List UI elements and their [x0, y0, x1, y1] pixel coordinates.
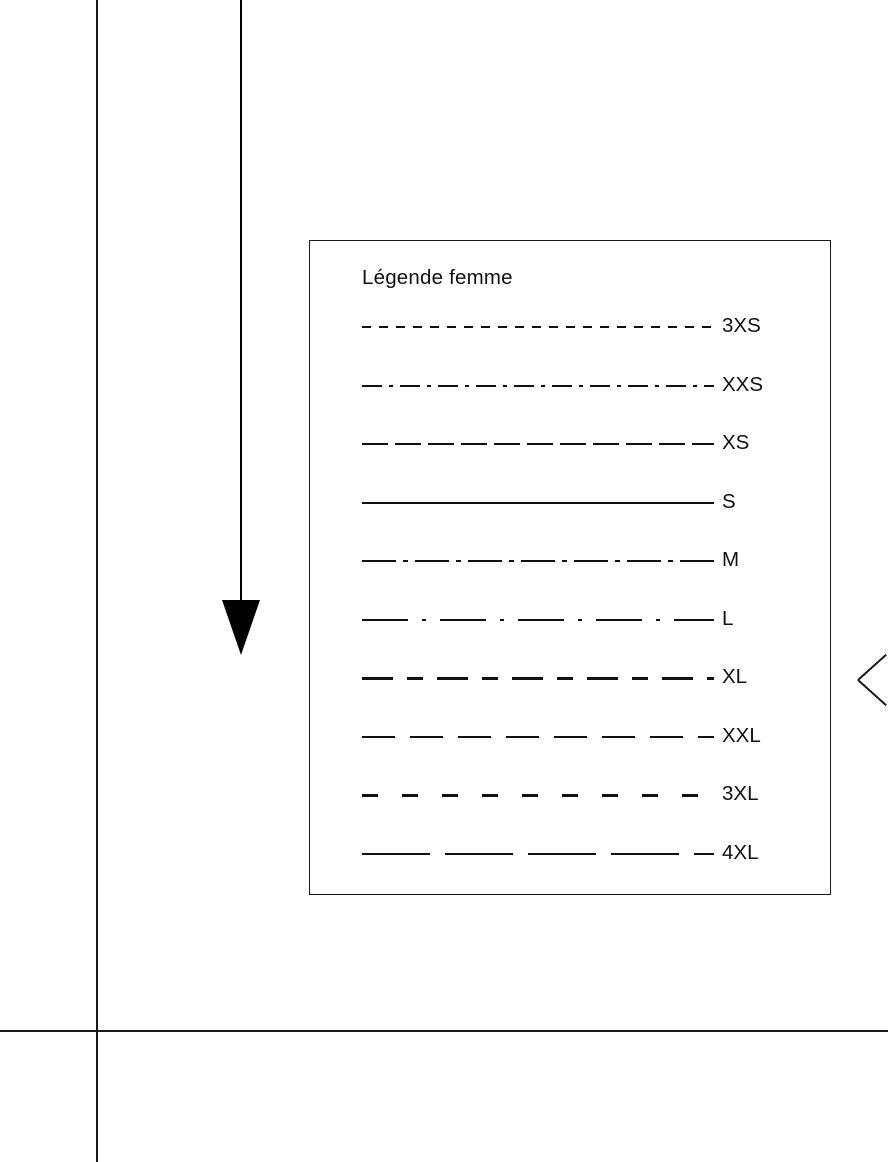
chevron-lower-stroke [857, 679, 887, 706]
legend-line-sample-s [362, 502, 714, 504]
legend-line-sample-m [362, 560, 714, 562]
legend-row [362, 598, 782, 657]
downward-arrow-icon [222, 0, 262, 660]
arrow-shaft [240, 0, 242, 605]
margin-rule-vertical [96, 0, 98, 1162]
legend-row [362, 422, 782, 481]
left-chevron-icon [858, 648, 888, 710]
legend-label-xs: XS [722, 431, 750, 454]
legend-label-m: M [722, 548, 740, 571]
legend-line-sample-xs [362, 443, 714, 445]
legend-label-s: S [722, 489, 736, 513]
legend-row [362, 305, 782, 364]
legend-row [362, 539, 782, 598]
legend-label-3xs: 3XS [722, 314, 761, 337]
legend-line-sample-3xl [362, 794, 714, 797]
legend-line-sample-4xl [362, 853, 714, 856]
legend-line-sample-xl [362, 677, 714, 680]
legend-label-xl: XL [722, 665, 748, 688]
legend-line-sample-3xs [362, 326, 714, 328]
legend-row [362, 364, 782, 423]
legend-panel [309, 240, 831, 895]
legend-line-sample-xxs [362, 385, 714, 387]
legend-row [362, 656, 782, 715]
arrow-head [222, 600, 260, 655]
legend-label-3xl: 3XL [722, 782, 759, 805]
legend-row [362, 481, 782, 540]
legend-row [362, 773, 782, 832]
legend-label-xxl: XXL [722, 723, 761, 747]
baseline-rule-horizontal [0, 1030, 888, 1032]
legend-label-4xl: 4XL [722, 840, 759, 864]
legend-label-l: L [722, 606, 734, 630]
legend-row [362, 832, 782, 891]
legend-line-sample-l [362, 619, 714, 621]
legend-label-xxs: XXS [722, 372, 764, 396]
legend-line-sample-xxl [362, 736, 714, 739]
chevron-upper-stroke [857, 654, 887, 681]
legend-rows [362, 305, 782, 890]
legend-title: Légende femme [362, 266, 513, 289]
legend-row [362, 715, 782, 774]
